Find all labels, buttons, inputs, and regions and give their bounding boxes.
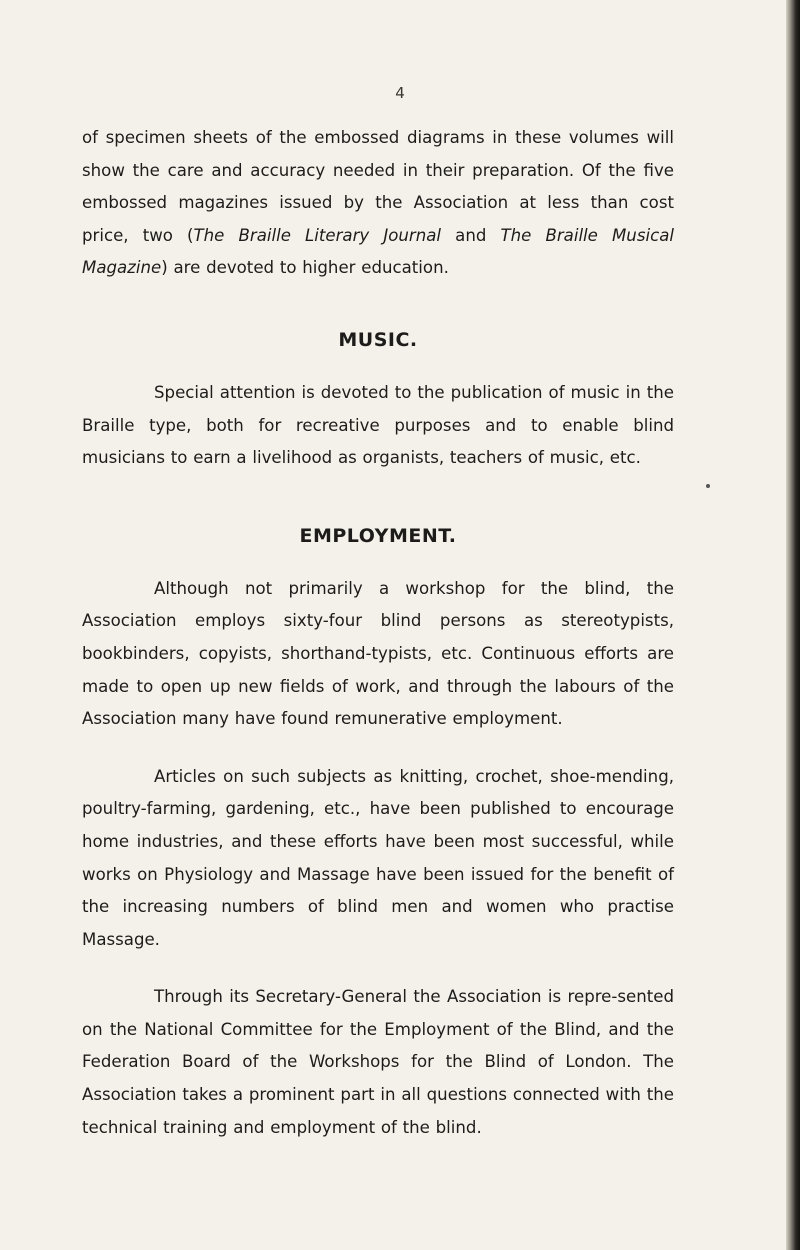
employment-paragraph-3: Through its Secretary-General the Association is repre-sented on the National Committee for the Employment of the Blind, and the Federation Board of the Workshops for the Blind of London. The Association takes a prominent part in all questions connected with the technical training and employment of the blind. xyxy=(82,987,674,1137)
intro-paragraph xyxy=(82,122,674,285)
margin-speck xyxy=(706,484,710,488)
music-heading: MUSIC. xyxy=(338,328,418,351)
employment-paragraph-1: Although not primarily a workshop for the blind, the Association employs sixty-four blind persons as stereotypists, bookbinders, copyists, shorthand-typists, etc. Continuous efforts are made to open up new fields of work, and through the labours of the Association many have found remunerative employment. xyxy=(82,578,674,729)
intro-text-1: of specimen sheets of the embossed diagrams in these volumes will show the care and accuracy needed in their preparation. Of the five embossed magazines issued by the Association at less than cost price, two ( xyxy=(82,128,674,245)
journal-title: The Braille Literary Journal xyxy=(193,225,442,245)
music-paragraph: Special attention is devoted to the publication of music in the Braille type, both for recreative purposes and to enable blind musicians to earn a livelihood as organists, teachers of music, etc. xyxy=(82,382,674,468)
intro-text-2: and xyxy=(441,225,501,245)
intro-text-3: ) are devoted to higher education. xyxy=(161,258,449,278)
magazine-title: The Braille Musical Magazine xyxy=(82,225,674,278)
page-binding-edge xyxy=(786,0,800,1250)
employment-paragraph-2: Articles on such subjects as knitting, crochet, shoe-mending, poultry-farming, gardening, etc., have been published to encourage home industries, and these efforts have been most successful, while works on Physiology and Massage have been issued for the benefit of the increasing numbers of blind men and women who practise Massage. xyxy=(82,766,674,949)
page-body xyxy=(82,122,674,1144)
employment-heading: EMPLOYMENT. xyxy=(299,524,457,547)
page-number: 4 xyxy=(395,84,405,102)
